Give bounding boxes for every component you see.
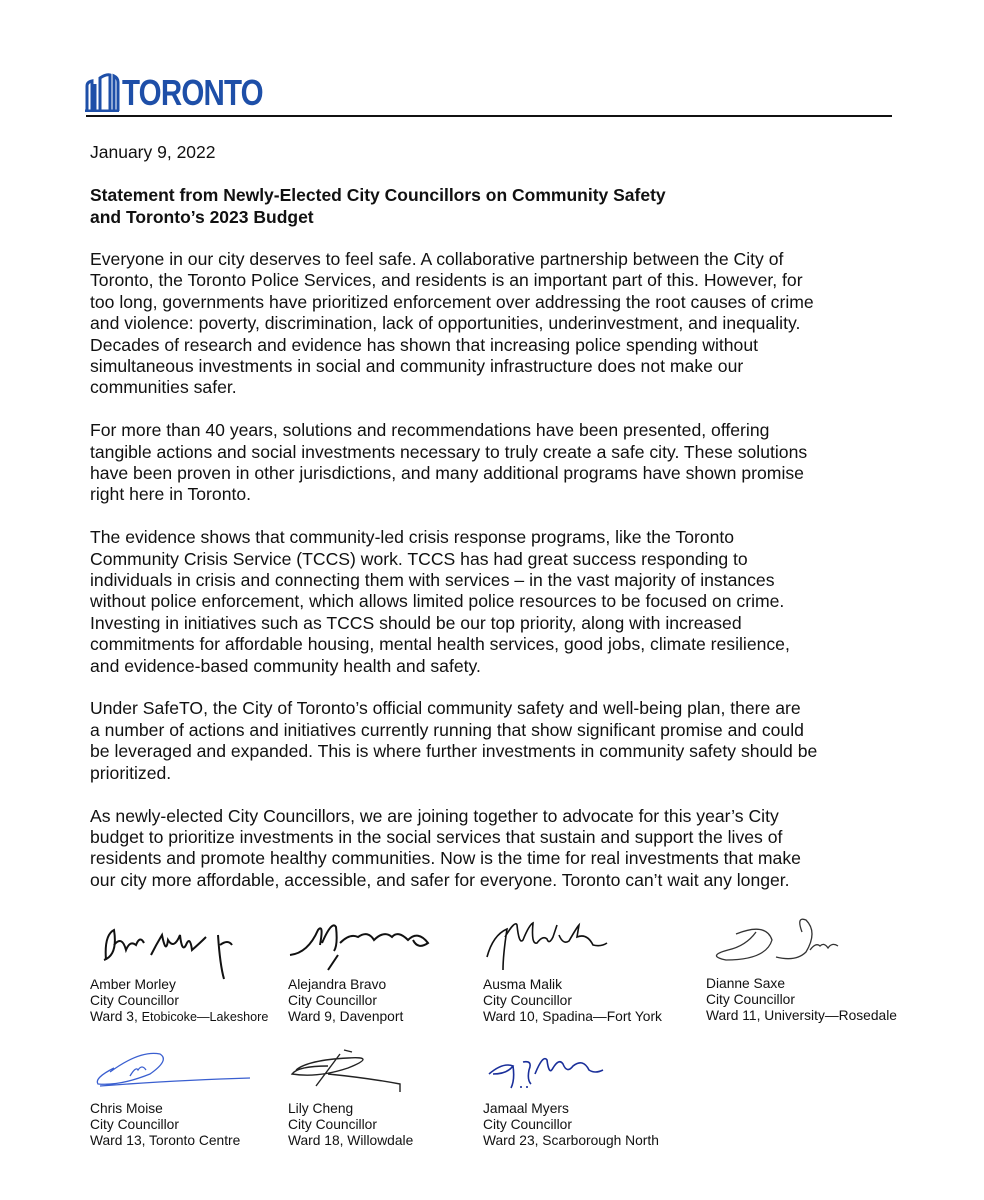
signatory-ward: Ward 10, Spadina—Fort York: [483, 1009, 662, 1024]
title-line: Statement from Newly-Elected City Councillors on Community Safety: [90, 185, 666, 205]
signatory-ward: Ward 3, Etobicoke—Lakeshore: [90, 1009, 269, 1024]
signature-moise: [90, 1040, 260, 1100]
signatory-role: City Councillor: [483, 993, 572, 1008]
logo-wordmark: TORONTO: [122, 72, 263, 113]
title-line: and Toronto’s 2023 Budget: [90, 206, 314, 227]
letter-body: [90, 249, 817, 913]
city-hall-icon: [84, 72, 120, 112]
paragraph-line: and evidence-based community health and safety.: [90, 655, 481, 676]
paragraph-line: be leveraged and expanded. This is where further investments in community safety should be: [90, 741, 818, 762]
signatory-name: Ausma Malik: [483, 977, 562, 992]
paragraph-line: individuals in crisis and connecting them with services – in the vast majority of instances: [90, 570, 775, 591]
paragraph-line: Investing in initiatives such as TCCS should be our top priority, along with increased: [90, 612, 742, 633]
body-paragraph: [90, 249, 817, 399]
letter-title: [90, 185, 666, 228]
paragraph-line: residents and promote healthy communities. Now is the time for real investments that make: [90, 848, 801, 869]
signatory-name: Alejandra Bravo: [288, 977, 387, 992]
signatory-ward: Ward 18, Willowdale: [288, 1133, 414, 1148]
paragraph-line: prioritized.: [90, 762, 172, 783]
signature-malik: [483, 915, 633, 985]
paragraph-line: our city more affordable, accessible, and safer for everyone. Toronto can’t wait any longer.: [90, 869, 790, 890]
header-rule: [86, 115, 892, 117]
signature-bravo: [288, 915, 438, 985]
signatory-role: City Councillor: [483, 1117, 572, 1132]
paragraph-line: As newly-elected City Councillors, we are joining together to advocate for this year’s City: [90, 805, 779, 826]
body-paragraph: [90, 806, 817, 892]
toronto-logo: [84, 66, 294, 112]
body-paragraph: [90, 420, 817, 506]
signatory-ward: Ward 13, Toronto Centre: [90, 1133, 241, 1148]
signatory-ward: Ward 9, Davenport: [288, 1009, 404, 1024]
signatory-name: Lily Cheng: [288, 1101, 354, 1116]
signatory-role: City Councillor: [90, 1117, 179, 1132]
letter-date: January 9, 2022: [90, 142, 216, 162]
body-paragraph: [90, 527, 817, 677]
signature-cheng: [288, 1040, 418, 1100]
signatory-role: City Councillor: [706, 992, 795, 1007]
signatory-name: Chris Moise: [90, 1101, 163, 1116]
paragraph-line: Everyone in our city deserves to feel safe. A collaborative partnership between the City of: [90, 249, 784, 269]
signatory-name: Amber Morley: [90, 977, 176, 992]
paragraph-line: The evidence shows that community-led crisis response programs, like the Toronto: [90, 527, 735, 548]
signatory-role: City Councillor: [90, 993, 179, 1008]
paragraph-line: a number of actions and initiatives currently running that show significant promise and could: [90, 719, 804, 740]
signature-myers: [483, 1040, 673, 1100]
paragraph-line: For more than 40 years, solutions and recommendations have been presented, offering: [90, 420, 770, 441]
signature-saxe: [706, 912, 856, 982]
paragraph-line: budget to prioritize investments in the social services that sustain and support the lives of: [90, 826, 783, 847]
signature-morley: [96, 915, 246, 985]
paragraph-line: have been proven in other jurisdictions, and many additional programs have shown promise: [90, 463, 804, 484]
signatory-role: City Councillor: [288, 993, 377, 1008]
paragraph-line: and violence: poverty, discrimination, lack of opportunities, underinvestment, and inequality.: [90, 313, 801, 334]
paragraph-line: simultaneous investments in social and community infrastructure does not make our: [90, 356, 744, 377]
paragraph-line: Decades of research and evidence has shown that increasing police spending without: [90, 334, 759, 355]
signatory-role: City Councillor: [288, 1117, 377, 1132]
paragraph-line: communities safer.: [90, 377, 237, 398]
paragraph-line: Toronto, the Toronto Police Services, and residents is an important part of this. However, for: [90, 270, 803, 291]
paragraph-line: too long, governments have prioritized enforcement over addressing the root causes of crime: [90, 291, 814, 312]
paragraph-line: tangible actions and social investments necessary to truly create a safe city. These solutions: [90, 441, 808, 462]
paragraph-line: commitments for affordable housing, mental health services, good jobs, climate resilience,: [90, 634, 790, 655]
paragraph-line: without police enforcement, which allows limited police resources to be focused on crime.: [90, 591, 785, 612]
signatory-ward: Ward 11, University—Rosedale: [706, 1008, 897, 1023]
paragraph-line: Under SafeTO, the City of Toronto’s official community safety and well-being plan, there are: [90, 698, 801, 719]
signatory-name: Dianne Saxe: [706, 976, 786, 991]
paragraph-line: Community Crisis Service (TCCS) work. TCCS has had great success responding to: [90, 548, 748, 569]
paragraph-line: right here in Toronto.: [90, 484, 252, 505]
signatory-ward: Ward 23, Scarborough North: [483, 1133, 659, 1148]
body-paragraph: [90, 698, 817, 784]
signatory-name: Jamaal Myers: [483, 1101, 569, 1116]
